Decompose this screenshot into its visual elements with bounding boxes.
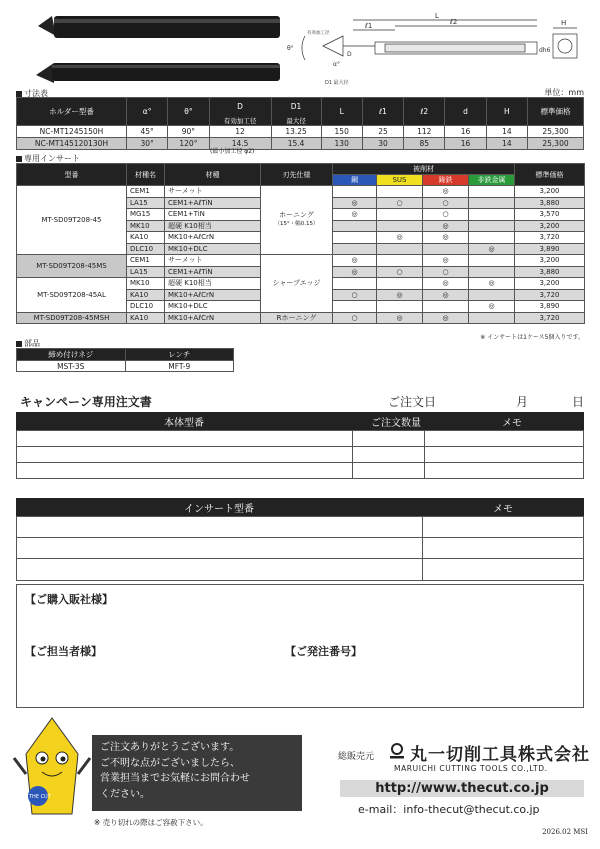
company-email[interactable]: e-mail：info-thecut@thecut.co.jp xyxy=(358,803,540,816)
distributor-label: 総販売元 xyxy=(338,752,375,762)
insert-row: MT-SD09T208-45MSH KA10 MK10+AℓCrN Rホーニング ○ ◎ ◎ 3,720 xyxy=(17,312,585,324)
insert-model-header: インサート型番 メモ xyxy=(16,498,584,516)
label-D1: D1 最大径 xyxy=(325,80,349,86)
insert-row: DLC10 MK10+DLC ◎ 3,890 xyxy=(17,243,585,255)
contact-label: 【ご担当者様】 xyxy=(25,645,102,658)
company-name-en: MARUICHI CUTTING TOOLS CO.,LTD. xyxy=(394,764,548,773)
order-row[interactable] xyxy=(17,537,583,558)
section-marker-icon xyxy=(16,156,22,162)
label-H: H xyxy=(561,19,567,27)
body-model-header: 本体型番 ご注文数量 メモ xyxy=(16,412,584,430)
label-alpha: α° xyxy=(333,61,340,68)
dealer-label: 【ご購入販社様】 xyxy=(25,593,113,606)
label-L: L xyxy=(435,12,439,20)
company-logo-icon xyxy=(388,742,406,760)
order-row[interactable] xyxy=(17,430,583,446)
sold-out-note: ※ 売り切れの際はご容赦下さい。 xyxy=(94,818,208,827)
insert-row: KA10 MK10+AℓCrN ◎ ◎ 3,720 xyxy=(17,232,585,244)
insert-row: LA15 CEM1+AℓTiN ◎ ○ ○ 3,880 xyxy=(17,266,585,278)
insert-row: MG15 CEM1+TiN ◎ ○ 3,570 xyxy=(17,209,585,221)
insert-row: LA15 CEM1+AℓTiN ◎ ○ ○ 3,880 xyxy=(17,197,585,209)
holder-photo-2 xyxy=(32,55,282,85)
workpiece-cast: 鋳鉄 xyxy=(423,175,469,186)
insert-model-rows xyxy=(16,516,584,581)
mascot-badge-text: THE CUT xyxy=(29,794,51,800)
section-marker-icon xyxy=(16,341,22,347)
order-row[interactable] xyxy=(17,462,583,478)
insert-row: MT-SD09T208-45 CEM1 サーメット ホーニング （15°・幅0.15） ◎ 3,200 xyxy=(17,186,585,198)
holder-photo-1 xyxy=(32,8,282,48)
dimension-diagram xyxy=(285,8,585,90)
insert-section-title: 専用インサート xyxy=(16,153,80,164)
customer-info-box[interactable] xyxy=(16,584,584,708)
label-l2: ℓ2 xyxy=(450,18,458,26)
label-effective: 有効加工径 xyxy=(307,31,330,36)
order-month-label: 月 xyxy=(516,395,529,409)
workpiece-steel: 鋼 xyxy=(333,175,377,186)
label-D: D xyxy=(347,51,352,58)
insert-row: MT-SD09T208-45MS CEM1 サーメット シャープエッジ ◎ ◎ 3,200 xyxy=(17,255,585,267)
order-date-label: ご注文日 xyxy=(388,395,437,409)
order-row[interactable] xyxy=(17,558,583,580)
parts-section-title: 部品 xyxy=(16,338,40,349)
insert-row: MT-SD09T208-45AL MK10 超硬 K10相当 ◎ ◎ 3,200 xyxy=(17,278,585,290)
order-row[interactable] xyxy=(17,446,583,462)
thank-you-box: ご注文ありがとうございます。 ご不明な点がございましたら、 営業担当までお気軽にお問合わせ ください。 xyxy=(92,735,302,811)
insert-row: KA10 MK10+AℓCrN ○ ◎ ◎ 3,720 xyxy=(17,289,585,301)
body-model-rows xyxy=(16,430,584,479)
workpiece-sus: SUS xyxy=(377,175,423,186)
insert-row: MK10 超硬 K10相当 ◎ 3,200 xyxy=(17,220,585,232)
order-number-label: 【ご発注番号】 xyxy=(285,645,362,658)
dimension-section-title: 寸法表 xyxy=(16,88,48,99)
section-marker-icon xyxy=(16,91,22,97)
mascot-icon xyxy=(12,714,92,824)
label-d: dh6 xyxy=(539,47,551,54)
company-url[interactable]: http://www.thecut.co.jp xyxy=(340,780,584,797)
parts-table: 締め付けネジ レンチ MST-3S MFT-9 xyxy=(16,348,234,372)
dimension-row: NC-MT1245150H 45° 90° 12 13.25 150 25 112 16 14 25,300 xyxy=(17,125,584,137)
order-form-title: キャンペーン専用注文書 xyxy=(20,395,152,409)
workpiece-nonferrous: 非鉄金属 xyxy=(469,175,515,186)
label-theta: θ° xyxy=(287,45,294,52)
order-row[interactable] xyxy=(17,516,583,537)
insert-table: 型番 材種名 材種 刃先仕様 被削材 標準価格 鋼 SUS 鋳鉄 非鉄金属 MT-SD09T208-45 CEM1 サーメット ホーニング （15°・幅0.15） ◎ 3,200 LA15 CEM1+AℓTiN ◎ ○ ○ 3,880 MG15 CEM1+TiN ◎ ○ 3,570 MK10 超硬 K10相当 ◎ 3,200 KA10 MK10+AℓCrN ◎ ◎ 3,720 DLC10 MK10+DLC ◎ 3,890 MT-SD09T208-45MS CEM1 サーメット シャープエッジ ◎ ◎ 3,200 LA15 CEM1+AℓTiN ◎ ○ ○ 3,880 MT-SD09T208-45AL MK10 超硬 K10相当 ◎ ◎ 3,200 KA10 MK10+AℓCrN ○ ◎ ◎ 3,720 DLC10 MK10+DLC ◎ 3,890 MT-SD09T208-45MSH KA10 MK10+AℓCrN Rホーニング ○ ◎ ◎ 3,720 xyxy=(16,163,584,324)
dimension-row: NC-MT145120130H 30° 120° 14.5 15.4 130 30 85 16 14 25,300 xyxy=(17,137,584,149)
unit-label: 単位：mm xyxy=(544,88,584,97)
company-name-jp: 丸一切削工具株式会社 xyxy=(410,745,590,765)
dimension-footnote: (最小加工径 φ2) xyxy=(210,148,255,155)
insert-row: DLC10 MK10+DLC ◎ 3,890 xyxy=(17,301,585,313)
insert-footnote: ※ インサートは1ケース5個入りです。 xyxy=(480,334,584,341)
dimension-table: ホルダー型番 α° θ° D D1 L ℓ1 ℓ2 d H 標準価格 有効加工径 最大径 NC-MT1245150H 45° 90° 12 13.25 150 25 112 16 14 25,300 NC-MT145120130H 30° 120° 14.5 15.4 130 30 85 16 14 25,300 xyxy=(16,97,584,150)
label-l1: ℓ1 xyxy=(365,22,373,30)
order-day-label: 日 xyxy=(572,395,585,409)
document-code: 2026.02 MSI xyxy=(542,828,588,836)
